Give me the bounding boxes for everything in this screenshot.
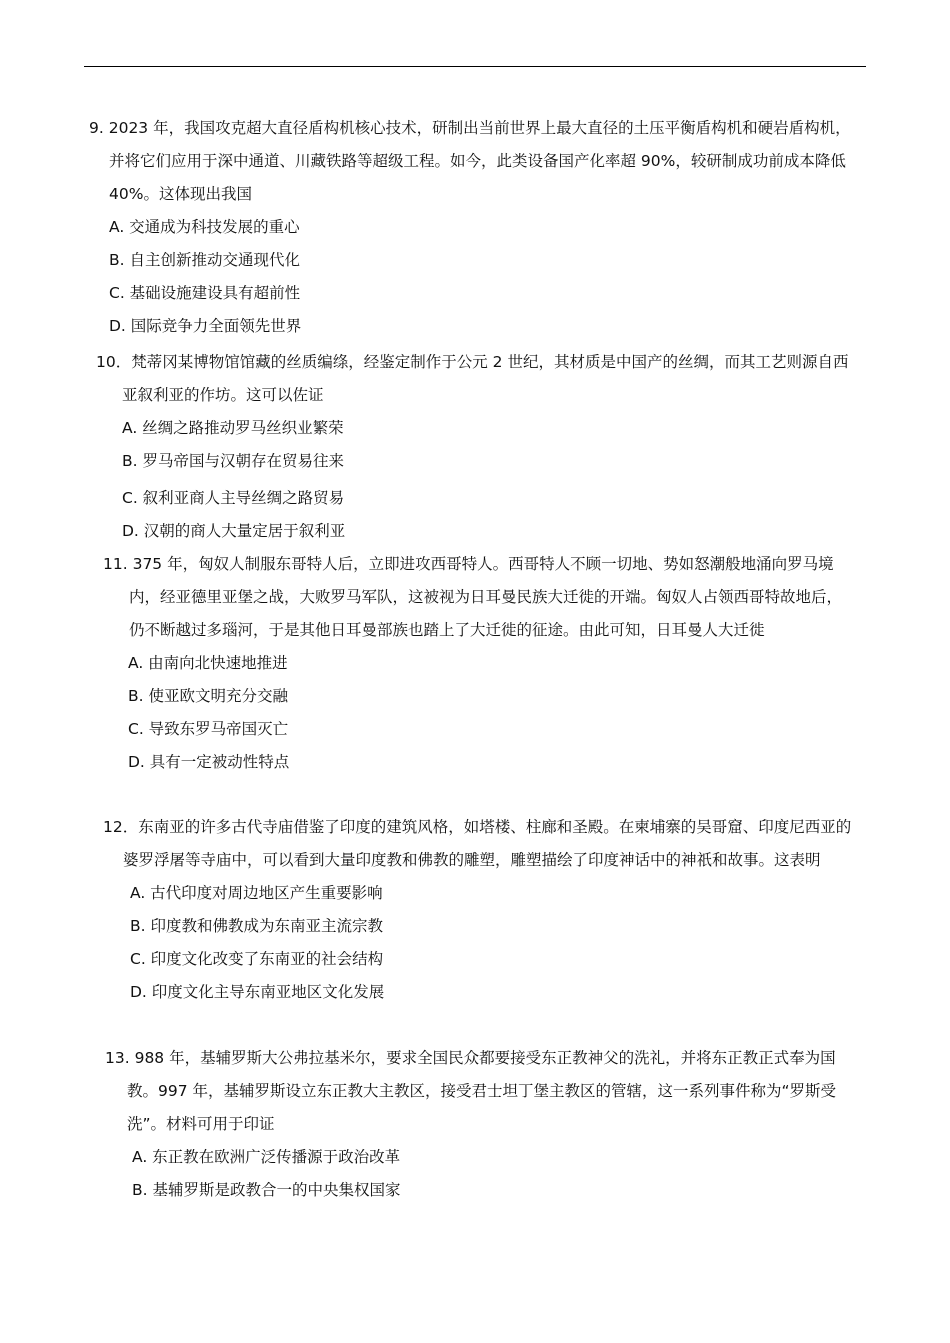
question-9 [89,112,857,343]
option-d: D. 汉朝的商人大量定居于叙利亚 [122,522,346,540]
option-c: C. 导致东罗马帝国灭亡 [128,720,289,738]
question-stem: 13. 988 年，基辅罗斯大公弗拉基米尔，要求全国民众都要接受东正教神父的洗礼，并将东正教正式奉为国教。997 年，基辅罗斯设立东正教大主教区，接受君士坦丁堡主教区的管辖，这一系列事件称为“罗斯受洗”。材料可用于印证 [105,1049,837,1133]
option-d: D. 印度文化主导东南亚地区文化发展 [130,983,385,1001]
question-stem: 10．梵蒂冈某博物馆馆藏的丝质编绦，经鉴定制作于公元 2 世纪，其材质是中国产的丝绸，而其工艺则源自西亚叙利亚的作坊。这可以佐证 [96,353,849,404]
option-a: A. 古代印度对周边地区产生重要影响 [130,884,383,902]
option-d: D. 国际竞争力全面领先世界 [109,317,302,335]
option-a: A. 交通成为科技发展的重心 [109,218,300,236]
question-stem: 9. 2023 年，我国攻克超大直径盾构机核心技术，研制出当前世界上最大直径的土压平衡盾构机和硬岩盾构机，并将它们应用于深中通道、川藏铁路等超级工程。如今，此类设备国产化率超 90%，较研制成功前成本降低 40%。这体现出我国 [89,119,851,203]
question-stem: 12．东南亚的许多古代寺庙借鉴了印度的建筑风格，如塔楼、柱廊和圣殿。在柬埔寨的吴哥窟、印度尼西亚的婆罗浮屠等寺庙中，可以看到大量印度教和佛教的雕塑，雕塑描绘了印度神话中的神祇和故事。这表明 [103,818,852,869]
question-stem: 11. 375 年，匈奴人制服东哥特人后，立即进攻西哥特人。西哥特人不顾一切地、势如怒潮般地涌向罗马境内，经亚德里亚堡之战，大败罗马军队，这被视为日耳曼民族大迁徙的开端。匈奴人占领西哥特故地后，仍不断越过多瑙河，于是其他日耳曼部族也踏上了大迁徙的征途。由此可知，日耳曼人大迁徙 [103,555,843,639]
option-c: C. 印度文化改变了东南亚的社会结构 [130,950,384,968]
header-rule [84,66,866,67]
question-12 [103,811,863,1009]
option-a: A. 丝绸之路推动罗马丝织业繁荣 [122,419,344,437]
option-a: A. 东正教在欧洲广泛传播源于政治改革 [132,1148,401,1166]
option-b: B. 使亚欧文明充分交融 [128,687,288,705]
question-10 [96,346,858,548]
option-b: B. 自主创新推动交通现代化 [109,251,300,269]
option-c: C. 叙利亚商人主导丝绸之路贸易 [122,489,345,507]
option-b: B. 基辅罗斯是政教合一的中央集权国家 [132,1181,401,1199]
option-c: C. 基础设施建设具有超前性 [109,284,301,302]
question-11 [103,548,855,779]
option-b: B. 罗马帝国与汉朝存在贸易往来 [122,452,344,470]
question-13 [105,1042,863,1207]
option-a: A. 由南向北快速地推进 [128,654,288,672]
option-b: B. 印度教和佛教成为东南亚主流宗教 [130,917,383,935]
option-d: D. 具有一定被动性特点 [128,753,290,771]
